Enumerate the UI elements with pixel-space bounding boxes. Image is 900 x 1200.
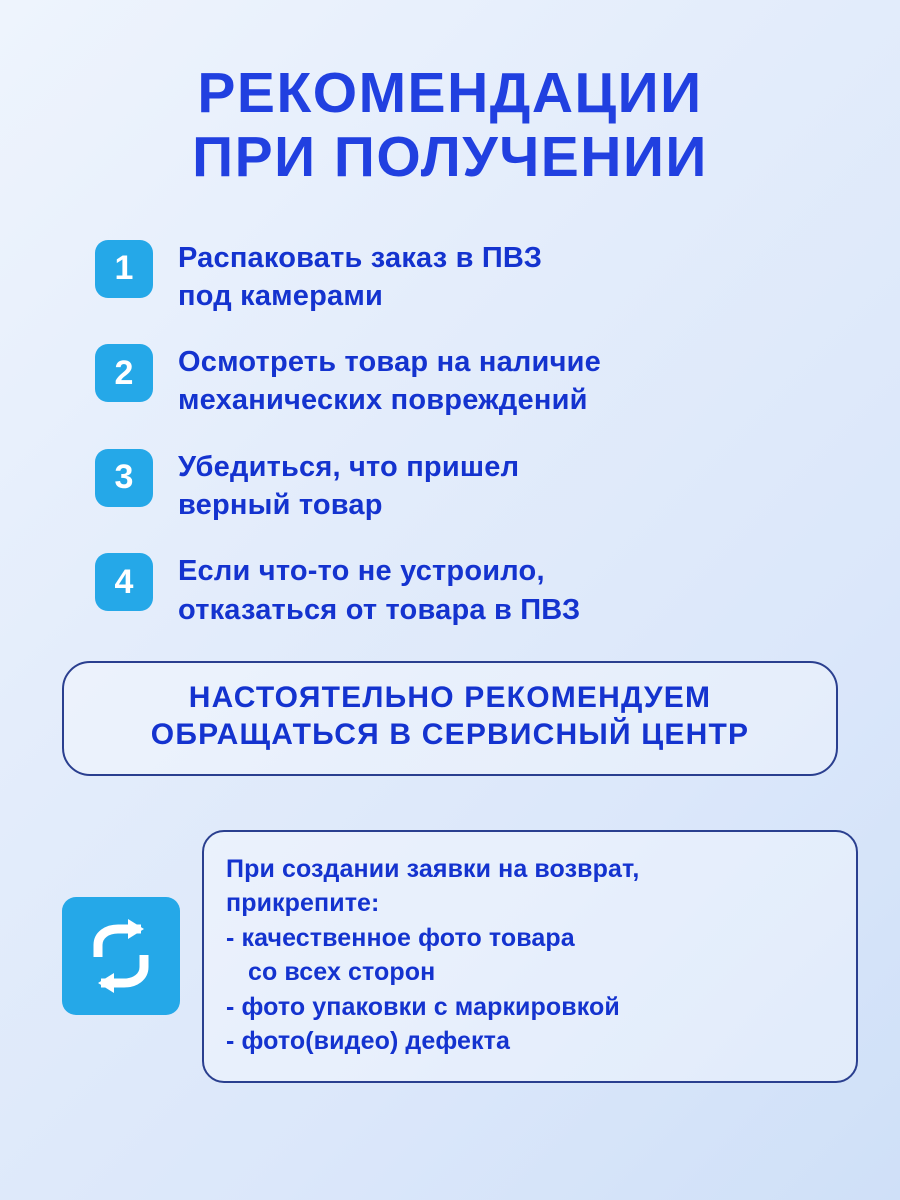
step-text-line-2: механических повреждений bbox=[178, 384, 588, 417]
highlight-banner bbox=[62, 661, 838, 776]
note-line-5: - фото упаковки с маркировкой bbox=[226, 992, 620, 1021]
highlight-line-2: ОБРАЩАТЬСЯ В СЕРВИСНЫЙ ЦЕНТР bbox=[150, 718, 750, 752]
page-title-line-2: ПРИ ПОЛУЧЕНИИ bbox=[192, 124, 708, 189]
step-text bbox=[178, 342, 601, 420]
step-number-badge: 1 bbox=[95, 240, 153, 298]
step-number-badge: 4 bbox=[95, 553, 153, 611]
note-line-6: - фото(видео) дефекта bbox=[226, 1027, 511, 1056]
page-title bbox=[0, 0, 900, 190]
note-line-2: прикрепите: bbox=[226, 889, 380, 918]
refresh-exchange-icon bbox=[62, 897, 180, 1015]
step-number-badge: 2 bbox=[95, 344, 153, 402]
list-item bbox=[95, 551, 860, 629]
step-text-line-1: Убедиться, что пришел bbox=[178, 450, 520, 483]
highlight-line-1: НАСТОЯТЕЛЬНО РЕКОМЕНДУЕМ bbox=[188, 680, 712, 714]
list-item bbox=[95, 238, 860, 316]
step-text-line-2: верный товар bbox=[178, 488, 383, 521]
step-text-line-1: Осмотреть товар на наличие bbox=[178, 346, 601, 379]
step-text bbox=[178, 551, 580, 629]
return-note bbox=[202, 830, 858, 1083]
list-item bbox=[95, 342, 860, 420]
step-text bbox=[178, 238, 542, 316]
page-title-line-1: РЕКОМЕНДАЦИИ bbox=[197, 61, 703, 125]
note-line-1: При создании заявки на возврат, bbox=[226, 854, 640, 883]
step-number-badge: 3 bbox=[95, 449, 153, 507]
steps-list bbox=[0, 238, 900, 629]
step-text-line-1: Распаковать заказ в ПВЗ bbox=[178, 241, 543, 274]
step-text-line-2: отказаться от товара в ПВЗ bbox=[178, 593, 581, 626]
step-text-line-1: Если что-то не устроило, bbox=[178, 555, 545, 588]
return-instructions-block bbox=[0, 830, 900, 1083]
list-item bbox=[95, 447, 860, 525]
note-line-3: - качественное фото товара bbox=[226, 923, 575, 952]
note-line-4: со всех сторон bbox=[248, 958, 436, 987]
step-text-line-2: под камерами bbox=[178, 279, 384, 312]
step-text bbox=[178, 447, 519, 525]
